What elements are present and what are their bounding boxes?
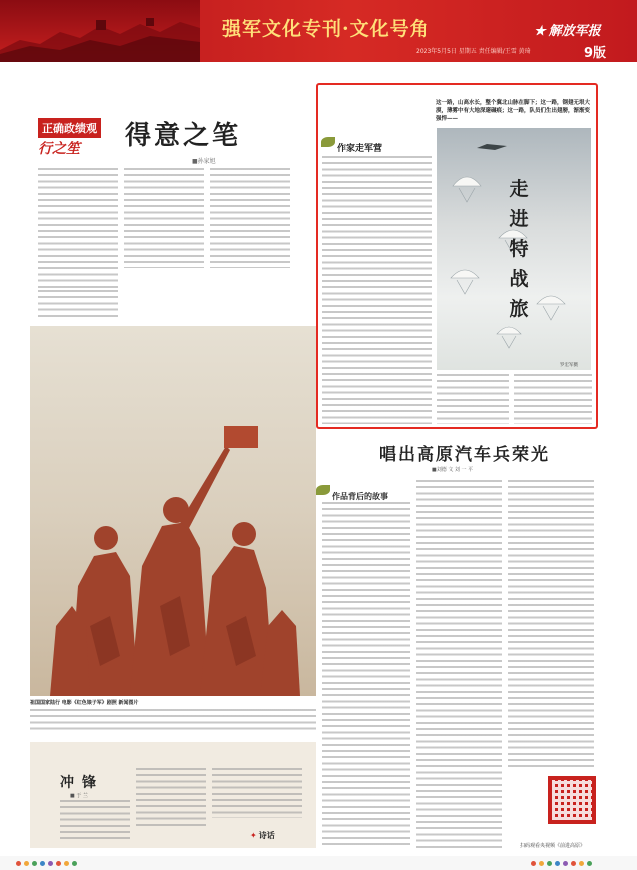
column-tag-top: 正确政绩观 (38, 118, 101, 138)
star-icon: ★ (534, 24, 546, 39)
story-section-logo (316, 484, 406, 501)
poem-title: 冲锋 (60, 775, 104, 791)
title-char: 进 (509, 208, 529, 230)
leaf-icon (321, 137, 335, 147)
feature-column-3 (514, 374, 592, 424)
song-article-title: 唱出高原汽车兵荣光 (379, 445, 550, 465)
qr-pattern (552, 780, 592, 820)
newspaper-brand (534, 20, 601, 39)
leaf-icon (316, 485, 330, 495)
song-column-3 (508, 480, 594, 770)
title-char: 特 (509, 238, 529, 260)
poem-lines-1 (60, 800, 130, 840)
great-wall-illustration (0, 10, 200, 62)
song-column-1 (322, 502, 410, 848)
article-title: 得意之笔 (125, 121, 242, 151)
sculpture-illustration (30, 326, 316, 696)
song-article-byline: ■刘德 文 刘 一 平 (432, 467, 474, 473)
qr-code[interactable] (548, 776, 596, 824)
poem-lines-3 (212, 768, 302, 818)
poem-tag-label: 诗话 (258, 831, 275, 840)
photo-caption (30, 700, 316, 742)
section-title: 强军文化专刊·文化号角 (222, 18, 430, 40)
story-section-label: 作品背后的故事 (332, 492, 388, 501)
feature-column-1 (322, 156, 432, 424)
writer-section-logo (321, 136, 411, 154)
article-byline: ■孙家旭 (192, 158, 216, 165)
star-icon: ✦ (250, 831, 257, 840)
column-badge (38, 117, 110, 155)
poem-lines-2 (136, 768, 206, 828)
title-char: 旅 (509, 298, 529, 320)
page-number: 9版 (584, 46, 607, 61)
article-column-3 (210, 168, 290, 268)
footer-dots-left (16, 861, 77, 866)
column-tag-bottom: 行之笙 (38, 141, 80, 157)
issue-meta: 2023年5月5日 星期五 责任编辑/王雪 黄琦 (416, 48, 531, 55)
qr-label: 扫码观看央视频《前进高原》 (520, 843, 586, 849)
brand-name: 解放军报 (548, 24, 601, 39)
poem-tag (250, 830, 275, 841)
poem-author: ■ 于 兰 (70, 793, 88, 799)
title-char: 走 (509, 178, 529, 200)
article-column-1 (38, 168, 118, 288)
sculpture-photo (30, 326, 316, 696)
song-column-2 (416, 480, 502, 848)
photo-caption-text (30, 709, 316, 731)
masthead (0, 0, 637, 62)
feature-column-2 (437, 374, 509, 424)
article-column-1b (38, 290, 118, 320)
great-wall-banner (0, 0, 200, 62)
footer-bar (0, 856, 637, 870)
feature-vertical-title (506, 174, 532, 324)
feature-caption: 这一路，山高水长，整个冀北山脉在脚下；这一路，钢翅无垠大漠，薄雾中有大地深邃碾痕；这一路，队员们生出翅膀，渐渐变强悍—— (436, 100, 591, 122)
footer-dots-right (531, 861, 592, 866)
title-char: 战 (509, 268, 529, 290)
article-column-2 (124, 168, 204, 268)
section-label: 作家走军营 (337, 144, 383, 154)
photo-credit: 罗宏军摄 (560, 363, 578, 368)
photo-caption-head: 祖国国家陆行 电影《红色娘子军》剧照 新闻图片 (30, 700, 139, 706)
